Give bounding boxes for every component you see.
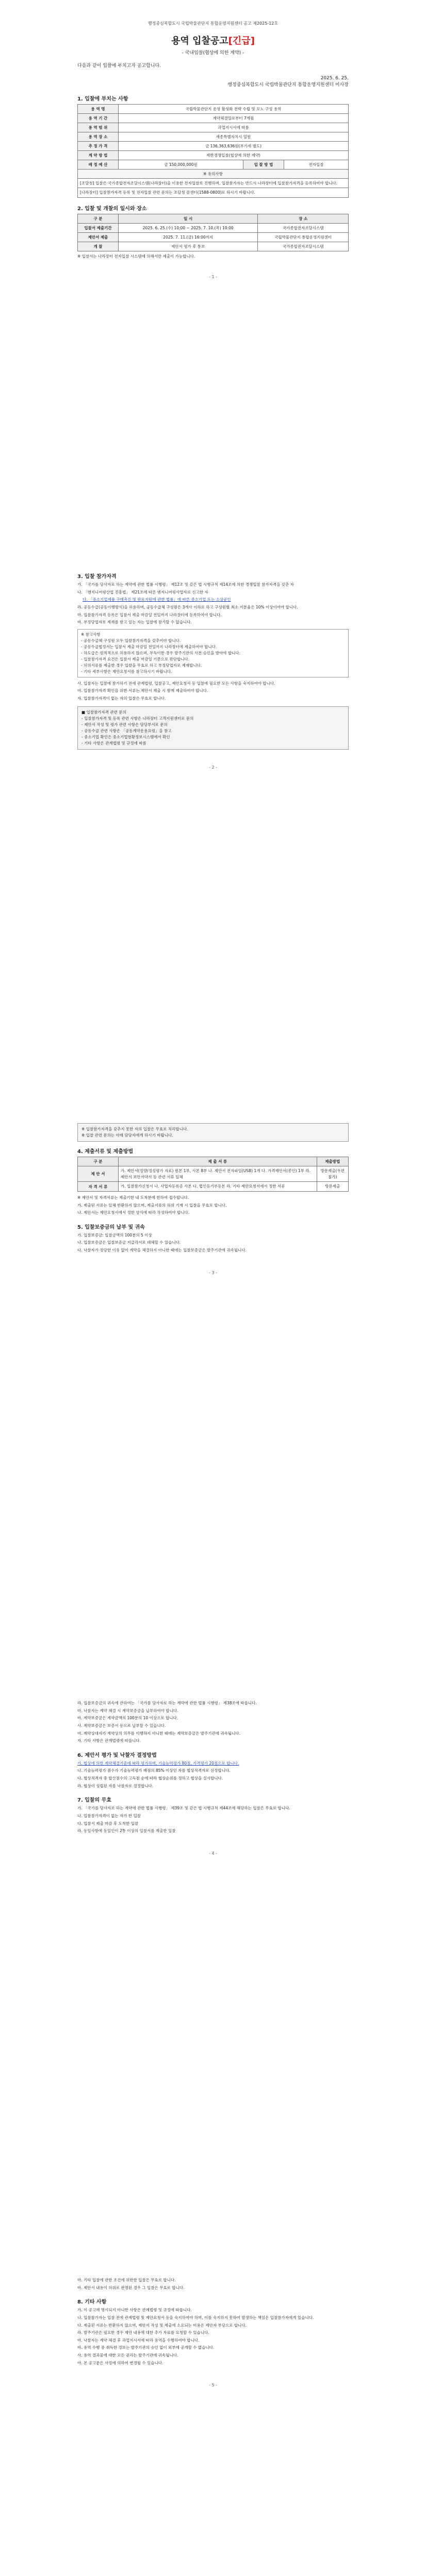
doc-signer: 행정중심복합도시 국립박물관단지 통합운영지원센터 이사장: [227, 82, 349, 88]
table-value: 과업지시서에 따름: [119, 123, 349, 132]
table-cell: 방문제출(우편 불가): [317, 1166, 348, 1182]
note-box: [77, 629, 349, 677]
paragraph: 라. 공동수급(공동이행방식)을 허용하며, 공동수급체 구성원은 3개사 이하로 하고 구성원별 최소 지분율은 10% 이상이어야 합니다.: [77, 604, 298, 609]
section-1-title: 1. 입찰에 부치는 사항: [77, 96, 128, 102]
info-line: - 공동수급 관련 사항은 「공동계약운용요령」을 참고: [81, 728, 172, 733]
paragraph-highlight: 다. 「중소기업제품 구매촉진 및 판로지원에 관한 법률」에 따른 중소기업 또는 소상공인: [83, 597, 231, 602]
paragraph: 라. 협상이 성립된 자를 낙찰자로 결정합니다.: [77, 1783, 154, 1788]
page-number: - 1 -: [209, 275, 217, 280]
table-value: 제한경쟁입찰(협상에 의한 계약): [119, 150, 349, 160]
page-title: [77, 33, 349, 47]
paragraph: 나. 입찰참가자격이 없는 자가 한 입찰: [77, 1813, 141, 1818]
note-line: ※ 참고사항: [81, 632, 101, 637]
table-cell: 가. 제안서(정량/정성평가 자료) 원본 1부, 사본 8부 나. 제안서 전자파일(USB) 1개 다. 가격제안서(봉인) 1부 라. 제안서 보안서약서 등 관련 서류 일체: [119, 1166, 317, 1182]
issuer-line: 행정중심복합도시 국립박물관단지 통합운영지원센터 공고 제2025-12호: [148, 21, 278, 26]
table-cell: 2025. 7. 11.(금) 16:00까지: [119, 232, 258, 242]
paragraph: 자. 기타 사항은 관계법령에 따릅니다.: [77, 1738, 141, 1743]
paragraph: 가. 이 공고에 명시되지 아니한 사항은 관계법령 및 규정에 따릅니다.: [77, 2308, 192, 2313]
table-cell: 2025. 6. 25.(수) 10:00 ~ 2025. 7. 10.(목) 10:00: [119, 223, 258, 232]
note-line: - 허위서류를 제출한 경우 입찰을 무효로 하고 부정당업자로 제재합니다.: [81, 663, 202, 668]
paragraph: 바. 제안서 내용이 허위로 판명된 경우 그 입찰은 무효로 합니다.: [77, 2285, 185, 2290]
paragraph: 가. 제출된 서류는 일체 반환하지 않으며, 제출서류의 허위 기재 시 입찰을 무효로 합니다.: [77, 1202, 227, 1208]
table-value: 금 136,363,636원(부가세 별도): [119, 141, 349, 150]
paragraph: 라. 동일사항에 동일인이 2통 이상의 입찰서를 제출한 입찰: [77, 1828, 176, 1834]
table-cell: 방문제출: [317, 1182, 348, 1192]
paragraph: 다. 제출된 서류는 반환하지 않으며, 제안서 작성 및 제출에 소요되는 비용은 제안자 부담으로 합니다.: [77, 2323, 247, 2328]
info-line: ※ 입찰 관련 문의는 아래 담당자에게 하시기 바랍니다.: [81, 1133, 173, 1138]
table-label: 배 정 예 산: [78, 160, 119, 169]
table-value: 금 150,000,000원: [119, 160, 243, 169]
paragraph: 마. 입찰참가자격 등록은 입찰서 제출 마감일 전일까지 나라장터에 등록하여야 합니다.: [77, 612, 222, 617]
notice-item: [조달청] 입찰은 국가종합전자조달시스템(나라장터)을 이용한 전자입찰로 진행하며, 입찰참가자는 반드시 나라장터에 입찰참가자격을 등록하여야 합니다.: [78, 178, 349, 188]
section-6-title: 6. 제안서 평가 및 낙찰자 결정방법: [77, 1752, 157, 1758]
table-cell: 국가종합전자조달시스템: [258, 223, 349, 232]
page-number: - 5 -: [209, 2383, 217, 2388]
info-line: - 중소기업 확인은 중소기업현황정보시스템에서 확인: [81, 734, 170, 739]
page-number: - 2 -: [209, 765, 217, 770]
table-header: 장 소: [258, 214, 349, 223]
paragraph: 나. 입찰보증금은 입찰보증금 지급각서로 대체할 수 있습니다.: [77, 1240, 181, 1245]
table-value: 전자입찰: [284, 160, 349, 169]
paragraph: 나. 「엔지니어링산업 진흥법」 제21조에 따른 엔지니어링사업자로 신고한 자: [77, 589, 208, 595]
paragraph: 라. 입찰보증금의 귀속에 관하여는 「국가를 당사자로 하는 계약에 관한 법률 시행령」 제38조에 따릅니다.: [77, 1701, 257, 1705]
note-line: - 공동수급협정서는 입찰서 제출 마감일 전일까지 나라장터에 제출하여야 합니다.: [81, 644, 217, 649]
paragraph: 가. 입찰보증금: 입찰금액의 100분의 5 이상: [77, 1232, 152, 1238]
page-number: - 4 -: [209, 1851, 217, 1856]
paragraph: 자. 입찰참가자격이 없는 자의 입찰은 무효로 합니다.: [77, 696, 166, 701]
title-urgent: [긴급]: [228, 36, 255, 46]
table-cell: 제안서 평가 후 통보: [119, 242, 258, 251]
note-line: - 하도급은 원칙적으로 허용하지 않으며, 부득이한 경우 발주기관의 사전 승인을 받아야 합니다.: [81, 650, 241, 655]
paragraph: 나. 입찰참가자는 입찰 전에 관계법령 및 제안요청서 등을 숙지하여야 하며, 이를 숙지하지 못하여 발생하는 책임은 입찰참가자에게 있습니다.: [77, 2315, 314, 2320]
paragraph-highlight: 가. 협상에 의한 계약체결기준에 따라 평가하며, 기술능력평가 80점, 가격평가 20점으로 합니다.: [77, 1760, 239, 1766]
paragraph: 아. 본 공고문은 사정에 의하여 변경될 수 있습니다.: [77, 2360, 163, 2365]
page-number: - 3 -: [209, 1270, 217, 1275]
table-value: 국립박물관단지 운영 활성화 전략 수립 및 모노 구성 용역: [119, 104, 349, 113]
intro-text: 다음과 같이 입찰에 부치고자 공고합니다.: [77, 63, 161, 69]
table-label: 계 약 방 법: [78, 150, 119, 160]
schedule-note: ※ 입찰서는 나라장터 전자입찰 시스템에 의해서만 제출이 가능합니다.: [77, 253, 195, 259]
section-7-title: 7. 입찰의 무효: [77, 1798, 112, 1804]
paragraph: 마. 낙찰자는 계약 체결 후 과업지시서에 따라 용역을 수행하여야 합니다.: [77, 2337, 200, 2343]
paragraph: 사. 용역 결과물에 대한 모든 권리는 발주기관에 귀속됩니다.: [77, 2353, 178, 2358]
section-5-title: 5. 입찰보증금의 납부 및 귀속: [77, 1224, 145, 1230]
paragraph: 가. 「국가를 당사자로 하는 계약에 관한 법률 시행령」 제12조 및 같은 법 시행규칙 제14조에 의한 경쟁입찰 참가자격을 갖춘 자: [77, 582, 294, 587]
sheet-4: [77, 1700, 349, 1856]
paragraph: 아. 계약상대자가 계약상의 의무를 이행하지 아니한 때에는 계약보증금은 발주기관에 귀속됩니다.: [77, 1731, 241, 1736]
info-line: - 입찰참가자격 및 등록 관련 사항은 나라장터 고객지원센터로 문의: [81, 716, 194, 721]
paragraph: 바. 용역 수행 중 취득한 정보는 발주기관의 승인 없이 외부에 공개할 수 없습니다.: [77, 2345, 215, 2350]
notice-item: [나라장터] 입찰참가자격 등록 및 전자입찰 관련 문의는 조달청 콜센터(1588-0800)로 하시기 바랍니다.: [78, 188, 349, 198]
info-line: - 제안서 작성 및 평가 관련 사항은 담당부서로 문의: [81, 722, 168, 727]
table-label: 용 역 명: [78, 104, 119, 113]
doc-date: 2025. 6. 25.: [320, 75, 349, 81]
note-line: - 입찰참가자격 요건은 입찰서 제출 마감일 기준으로 판단합니다.: [81, 656, 190, 662]
paragraph: 마. 기타 입찰에 관한 조건에 위반한 입찰은 무효로 합니다.: [77, 2278, 176, 2282]
paragraph: 사. 계약보증금은 보증서 등으로 납부할 수 있습니다.: [77, 1723, 166, 1728]
note-line: - 기타 세부사항은 제안요청서를 참고하시기 바랍니다.: [81, 669, 172, 674]
info-line: - 기타 사항은 관계법령 및 규정에 따름: [81, 740, 146, 745]
title-main: 용역 입찰공고: [171, 36, 228, 46]
table-value: 세종특별자치시 일원: [119, 132, 349, 141]
paragraph: 사. 입찰자는 입찰에 참가하기 전에 관계법령, 입찰공고, 제안요청서 등 입찰에 필요한 모든 사항을 숙지하여야 합니다.: [77, 681, 275, 686]
page-subtitle: - 국내입찰(협상에 의한 계약) -: [182, 50, 244, 56]
paragraph: 아. 입찰참가자격 확인을 위한 서류는 제안서 제출 시 함께 제출하여야 합니다.: [77, 688, 208, 693]
paragraph: 다. 낙찰자가 정당한 이유 없이 계약을 체결하지 아니한 때에는 입찰보증금은 발주기관에 귀속됩니다.: [77, 1248, 247, 1252]
table-label: 용 역 기 간: [78, 113, 119, 123]
table-label: 용 역 범 위: [78, 123, 119, 132]
notice-header: ※ 유의사항: [78, 169, 349, 178]
info-line: ※ 입찰참가자격을 갖추지 못한 자의 입찰은 무효로 처리합니다.: [81, 1127, 188, 1131]
paragraph: 다. 입찰서 제출 마감 후 도착한 입찰: [77, 1821, 139, 1826]
paragraph: ※ 제안서 및 자격서류는 제출기한 내 도착분에 한하여 접수합니다.: [77, 1195, 189, 1200]
schedule-table: [77, 214, 349, 251]
table-cell: 가. 입찰참가신청서 나. 사업자등록증 사본 다. 법인등기부등본 라. 기타 제안요청서에서 정한 서류: [119, 1182, 317, 1192]
table-label: 입찰서 제출기간: [78, 223, 119, 232]
sheet-2: [77, 572, 349, 770]
section-3-title: 3. 입찰 참가자격: [77, 574, 117, 580]
paragraph: 마. 낙찰자는 계약 체결 시 계약보증금을 납부하여야 합니다.: [77, 1708, 178, 1713]
table-label: 제 안 서: [78, 1166, 119, 1182]
table-label: 제안서 제출: [78, 232, 119, 242]
gray-info-box: [77, 706, 349, 750]
top-gray-box: [77, 1123, 349, 1142]
sheet-3: [77, 1123, 349, 1275]
paragraph: 나. 기술능력평가 점수가 기술능력평가 배점의 85% 이상인 자를 협상적격자로 선정합니다.: [77, 1768, 231, 1773]
paragraph: 가. 「국가를 당사자로 하는 계약에 관한 법률 시행령」 제39조 및 같은 법 시행규칙 제44조에 해당하는 입찰은 무효로 합니다.: [77, 1806, 290, 1811]
sheet-1: [77, 21, 349, 279]
paragraph: 바. 부정당업자로 제재를 받고 있는 자는 입찰에 참가할 수 없습니다.: [77, 620, 192, 625]
paragraph: 다. 협상적격자 중 합산점수의 고득점 순에 따라 협상순위를 정하고 협상을 실시합니다.: [77, 1776, 223, 1781]
paragraph: 바. 계약보증금은 계약금액의 100분의 10 이상으로 합니다.: [77, 1716, 178, 1721]
table-header: 구 분: [78, 214, 119, 223]
project-table: [77, 104, 349, 198]
note-line: - 공동수급체 구성원 모두 입찰참가자격을 갖추어야 합니다.: [81, 638, 181, 643]
section-4-title: 4. 제출서류 및 제출방법: [77, 1149, 134, 1155]
info-line: ■ 입찰참가자격 관련 문의: [81, 709, 126, 715]
table-cell: 국가종합전자조달시스템: [258, 242, 349, 251]
table-label: 용 역 장 소: [78, 132, 119, 141]
section-8-title: 8. 기타 사항: [77, 2299, 107, 2306]
table-label: 입 찰 방 법: [243, 160, 284, 169]
sheet-5: [77, 2277, 349, 2387]
section-2-title: 2. 입찰 및 개찰의 일시와 장소: [77, 206, 147, 212]
table-label: 자 격 서 류: [78, 1182, 119, 1192]
table-label: 추 정 가 격: [78, 141, 119, 150]
table-cell: 국립박물관단지 통합운영지원센터: [258, 232, 349, 242]
table-label: 개 찰: [78, 242, 119, 251]
paragraph: 나. 제안서는 제안요청서에서 정한 양식에 따라 작성하여야 합니다.: [77, 1210, 190, 1215]
table-header: 제 출 서 류: [119, 1157, 317, 1166]
documents-table: [77, 1157, 349, 1192]
paragraph: 라. 발주기관은 필요한 경우 제안 내용에 대한 추가 자료를 요청할 수 있습니다.: [77, 2330, 209, 2335]
table-header: 구 분: [78, 1157, 119, 1166]
table-value: 계약체결일로부터 7개월: [119, 113, 349, 123]
table-header: 제출방법: [317, 1157, 348, 1166]
table-header: 일 시: [119, 214, 258, 223]
